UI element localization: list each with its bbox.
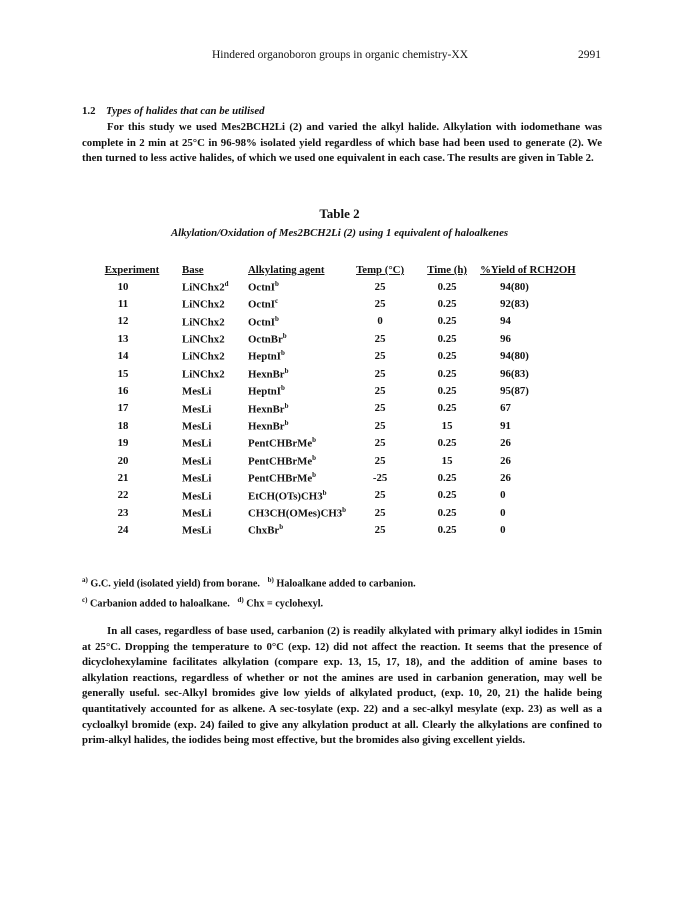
cell-time-text: 0.25 xyxy=(437,315,457,328)
cell-experiment xyxy=(82,487,182,504)
cell-experiment-text: 22 xyxy=(117,489,129,502)
cell-time xyxy=(414,417,480,434)
cell-temp xyxy=(346,487,414,504)
cell-alkylating-agent xyxy=(248,469,346,486)
table-row xyxy=(82,452,610,469)
table-row xyxy=(82,382,610,399)
cell-base-text: MesLi xyxy=(182,403,212,416)
table-row xyxy=(82,330,610,347)
cell-time-text: 0.25 xyxy=(437,489,457,502)
cell-yield xyxy=(480,382,610,399)
cell-alkylating-agent-text: EtCH(OTs)CH3 xyxy=(248,490,323,503)
cell-experiment xyxy=(82,400,182,417)
cell-alkylating-agent-text: PentCHBrMe xyxy=(248,438,313,450)
cell-alkylating-agent-footnote-mark: b xyxy=(281,384,285,393)
cell-base-footnote-mark: d xyxy=(224,279,229,288)
cell-base-text: LiNChx2 xyxy=(182,316,225,329)
table-header-row xyxy=(82,262,610,278)
cell-base-text: MesLi xyxy=(182,524,212,537)
cell-base-text: LiNChx2 xyxy=(182,298,225,311)
cell-alkylating-agent-footnote-mark: b xyxy=(275,279,279,288)
cell-experiment-text: 17 xyxy=(117,402,129,415)
cell-yield-text: 94(80) xyxy=(500,280,529,293)
cell-time xyxy=(414,365,480,382)
cell-time xyxy=(414,382,480,399)
cell-temp-text: 25 xyxy=(374,385,386,398)
cell-base-text: LiNChx2 xyxy=(182,281,225,294)
cell-base xyxy=(182,487,248,504)
intro-paragraph: For this study we used Mes2BCH2Li (2) and varied the alkyl halide. Alkylation with iodomethane was complete in 2 min at 25°C in 96-98% isolated yield regardless of which base had been used to generate (2). We then turned to less active halides, of which we used one equivalent in each case. The results are given in Table 2. xyxy=(82,121,602,165)
cell-time-text: 0.25 xyxy=(437,524,457,537)
cell-yield-text: 26 xyxy=(500,471,511,484)
table-row xyxy=(82,365,610,382)
cell-experiment xyxy=(82,469,182,486)
table-row xyxy=(82,313,610,330)
section-number: 1.2 xyxy=(82,105,96,117)
cell-experiment-text: 21 xyxy=(117,471,129,484)
cell-temp xyxy=(346,504,414,521)
cell-base xyxy=(182,330,248,347)
header-alkylating-agent: Alkylating agent xyxy=(248,264,325,276)
cell-time-text: 15 xyxy=(441,419,453,432)
cell-base xyxy=(182,452,248,469)
cell-temp xyxy=(346,382,414,399)
table-footnotes xyxy=(82,572,602,613)
cell-alkylating-agent-text: OctnI xyxy=(248,316,275,329)
cell-time xyxy=(414,504,480,521)
cell-temp-text: -25 xyxy=(372,471,388,484)
cell-alkylating-agent-footnote-mark: b xyxy=(284,419,289,428)
cell-experiment xyxy=(82,278,182,295)
cell-yield-text: 95(87) xyxy=(500,385,529,398)
cell-base xyxy=(182,365,248,382)
cell-temp xyxy=(346,469,414,486)
cell-time xyxy=(414,313,480,330)
cell-yield xyxy=(480,452,610,469)
footnote-c: Carbanion added to haloalkane. xyxy=(90,598,230,610)
cell-base-text: MesLi xyxy=(182,438,212,450)
cell-experiment xyxy=(82,417,182,434)
cell-base xyxy=(182,469,248,486)
running-title: Hindered organoboron groups in organic chemistry-XX xyxy=(211,49,469,61)
cell-yield xyxy=(480,365,610,382)
cell-time-text: 0.25 xyxy=(437,471,457,484)
cell-experiment-text: 16 xyxy=(117,385,129,398)
cell-alkylating-agent-footnote-mark: b xyxy=(322,488,327,497)
table-row xyxy=(82,348,610,365)
cell-time-text: 15 xyxy=(441,454,453,467)
cell-alkylating-agent-footnote-mark: b xyxy=(275,314,279,323)
cell-base-text: LiNChx2 xyxy=(182,351,225,364)
cell-experiment-text: 15 xyxy=(117,367,129,380)
footnote-d: Chx = cyclohexyl. xyxy=(246,598,324,610)
cell-alkylating-agent xyxy=(248,504,346,521)
cell-temp-text: 25 xyxy=(374,332,386,345)
cell-base xyxy=(182,382,248,399)
cell-alkylating-agent-footnote-mark: b xyxy=(312,471,317,480)
cell-experiment xyxy=(82,435,182,452)
cell-yield-text: 96 xyxy=(500,332,511,345)
cell-experiment-text: 14 xyxy=(117,350,129,363)
cell-experiment xyxy=(82,521,182,538)
section-heading xyxy=(82,104,602,120)
cell-base-text: MesLi xyxy=(182,472,212,485)
cell-temp-text: 25 xyxy=(374,298,386,311)
cell-base-text: MesLi xyxy=(182,490,212,503)
cell-base xyxy=(182,400,248,417)
cell-time xyxy=(414,330,480,347)
cell-time xyxy=(414,521,480,538)
section-title: Types of halides that can be utilised xyxy=(106,105,265,117)
cell-alkylating-agent xyxy=(248,330,346,347)
cell-temp xyxy=(346,452,414,469)
cell-yield-text: 0 xyxy=(500,489,506,502)
cell-temp-text: 25 xyxy=(374,419,386,432)
cell-base-text: LiNChx2 xyxy=(182,333,225,346)
cell-experiment xyxy=(82,452,182,469)
cell-temp-text: 25 xyxy=(374,402,386,415)
cell-temp-text: 25 xyxy=(374,350,386,363)
cell-alkylating-agent-text: HeptnI xyxy=(248,385,281,398)
cell-alkylating-agent-text: OctnI xyxy=(248,298,275,311)
cell-base xyxy=(182,348,248,365)
cell-yield-text: 26 xyxy=(500,454,511,467)
footnote-d-mark: d) xyxy=(237,596,244,605)
cell-alkylating-agent-footnote-mark: b xyxy=(282,332,287,341)
cell-yield xyxy=(480,435,610,452)
cell-experiment xyxy=(82,382,182,399)
cell-yield xyxy=(480,400,610,417)
cell-alkylating-agent xyxy=(248,365,346,382)
table-row xyxy=(82,417,610,434)
cell-alkylating-agent-text: PentCHBrMe xyxy=(248,455,313,468)
cell-alkylating-agent-text: HeptnI xyxy=(248,351,281,364)
cell-temp xyxy=(346,400,414,417)
cell-time xyxy=(414,400,480,417)
table-row xyxy=(82,487,610,504)
cell-temp-text: 25 xyxy=(374,489,386,502)
cell-yield-text: 94(80) xyxy=(500,350,529,363)
cell-alkylating-agent-footnote-mark: b xyxy=(312,436,317,445)
cell-time-text: 0.25 xyxy=(437,506,457,519)
cell-alkylating-agent xyxy=(248,382,346,399)
cell-base-text: LiNChx2 xyxy=(182,368,225,381)
cell-temp-text: 25 xyxy=(374,524,386,537)
header-yield: %Yield of RCH2OH xyxy=(480,264,576,276)
cell-time-text: 0.25 xyxy=(437,298,457,311)
cell-yield xyxy=(480,521,610,538)
table-row xyxy=(82,400,610,417)
cell-alkylating-agent-text: OctnI xyxy=(248,281,275,294)
cell-time xyxy=(414,295,480,312)
cell-experiment-text: 13 xyxy=(117,332,129,345)
header-base: Base xyxy=(182,264,204,276)
cell-temp-text: 25 xyxy=(374,280,386,293)
cell-alkylating-agent-text: HexnBr xyxy=(248,420,285,433)
cell-yield-text: 26 xyxy=(500,437,511,450)
cell-time-text: 0.25 xyxy=(437,350,457,363)
cell-base-text: MesLi xyxy=(182,420,212,433)
cell-alkylating-agent xyxy=(248,521,346,538)
header-experiment: Experiment xyxy=(104,264,160,276)
cell-yield-text: 91 xyxy=(500,419,511,432)
cell-experiment-text: 18 xyxy=(117,419,129,432)
cell-yield-text: 0 xyxy=(500,506,506,519)
cell-alkylating-agent xyxy=(248,452,346,469)
cell-alkylating-agent-footnote-mark: b xyxy=(281,349,285,358)
cell-alkylating-agent-footnote-mark: b xyxy=(312,453,317,462)
cell-temp xyxy=(346,365,414,382)
footnote-c-mark: c) xyxy=(82,596,88,605)
cell-yield-text: 0 xyxy=(500,524,506,537)
cell-alkylating-agent xyxy=(248,400,346,417)
cell-time-text: 0.25 xyxy=(437,332,457,345)
cell-yield-text: 67 xyxy=(500,402,511,415)
cell-base xyxy=(182,278,248,295)
cell-alkylating-agent xyxy=(248,435,346,452)
cell-base xyxy=(182,295,248,312)
cell-base xyxy=(182,521,248,538)
cell-yield xyxy=(480,330,610,347)
cell-time xyxy=(414,435,480,452)
discussion-paragraph: In all cases, regardless of base used, carbanion (2) is readily alkylated with primary alkyl iodides in 15min at 25°C. Dropping the temperature to 0°C (exp. 12) did not affect the reaction. It seems that the presence of dicyclohexylamine facilitates alkylation (compare exp. 13, 15, 17, 18), and the addition of amine bases to alkylation reactions, regardless of whether or not the amines are used in carbanion generation, may well be generally useful. sec-Alkyl bromides give low yields of alkylated product, (exp. 10, 20, 21) the halide being quantitatively accounted for as alkene. A sec-tosylate (exp. 22) and a sec-alkyl mesylate (exp. 23) as well as a cycloalkyl bromide (exp. 24) failed to give any alkylation product at all. Clearly the alkylations are confined to prim-alkyl halides, the iodides being most effective, but the bromides also giving excellent yields. xyxy=(82,625,602,747)
footnote-a-mark: a) xyxy=(82,576,88,584)
cell-yield xyxy=(480,313,610,330)
cell-base xyxy=(182,435,248,452)
footnote-b-mark: b) xyxy=(267,576,274,584)
header-temp: Temp (°C) xyxy=(356,264,405,276)
cell-alkylating-agent-footnote-mark: b xyxy=(284,366,289,375)
cell-temp xyxy=(346,348,414,365)
cell-alkylating-agent-footnote-mark: b xyxy=(342,505,347,514)
table-row xyxy=(82,521,610,538)
table-row xyxy=(82,278,610,295)
cell-time-text: 0.25 xyxy=(437,280,457,293)
cell-time xyxy=(414,278,480,295)
cell-alkylating-agent-text: CH3CH(OMes)CH3 xyxy=(248,507,343,520)
cell-alkylating-agent-text: HexnBr xyxy=(248,403,285,416)
table-row xyxy=(82,469,610,486)
cell-yield xyxy=(480,487,610,504)
cell-experiment xyxy=(82,348,182,365)
cell-temp xyxy=(346,417,414,434)
cell-alkylating-agent-footnote-mark: c xyxy=(275,297,279,306)
cell-yield xyxy=(480,278,610,295)
cell-time-text: 0.25 xyxy=(437,367,457,380)
table-body xyxy=(82,278,610,539)
cell-temp-text: 25 xyxy=(374,437,386,450)
cell-experiment-text: 20 xyxy=(117,454,129,467)
cell-yield-text: 94 xyxy=(500,315,511,328)
cell-experiment xyxy=(82,504,182,521)
cell-temp-text: 25 xyxy=(374,454,386,467)
results-table xyxy=(82,262,610,539)
cell-base-text: MesLi xyxy=(182,507,212,520)
cell-experiment xyxy=(82,295,182,312)
cell-alkylating-agent-text: HexnBr xyxy=(248,368,285,381)
cell-alkylating-agent xyxy=(248,487,346,504)
cell-experiment xyxy=(82,365,182,382)
table-caption: Alkylation/Oxidation of Mes2BCH2Li (2) using 1 equivalent of haloalkenes xyxy=(170,227,509,239)
cell-temp xyxy=(346,278,414,295)
cell-temp xyxy=(346,435,414,452)
cell-alkylating-agent-footnote-mark: b xyxy=(279,523,284,532)
cell-base-text: MesLi xyxy=(182,385,212,398)
cell-alkylating-agent-footnote-mark: b xyxy=(284,401,289,410)
footnote-line-2 xyxy=(82,592,602,612)
cell-yield-text: 96(83) xyxy=(500,367,529,380)
cell-temp xyxy=(346,313,414,330)
cell-alkylating-agent xyxy=(248,348,346,365)
cell-yield xyxy=(480,295,610,312)
cell-temp-text: 25 xyxy=(374,367,386,380)
footnote-a: G.C. yield (isolated yield) from borane. xyxy=(90,578,260,590)
cell-time xyxy=(414,348,480,365)
table-title: Table 2 xyxy=(319,206,360,221)
cell-time-text: 0.25 xyxy=(437,385,457,398)
cell-experiment xyxy=(82,313,182,330)
cell-time xyxy=(414,452,480,469)
cell-experiment-text: 11 xyxy=(117,298,129,311)
cell-alkylating-agent xyxy=(248,313,346,330)
cell-temp xyxy=(346,330,414,347)
cell-temp-text: 25 xyxy=(374,506,386,519)
cell-base xyxy=(182,417,248,434)
page-number: 2991 xyxy=(578,49,601,61)
cell-alkylating-agent-text: ChxBr xyxy=(248,524,280,537)
cell-alkylating-agent-text: PentCHBrMe xyxy=(248,472,313,485)
cell-alkylating-agent-text: OctnBr xyxy=(248,333,283,346)
cell-time-text: 0.25 xyxy=(437,437,457,450)
cell-experiment-text: 10 xyxy=(117,280,129,293)
footnote-line-1 xyxy=(82,572,602,592)
cell-time xyxy=(414,487,480,504)
table-row xyxy=(82,504,610,521)
cell-temp xyxy=(346,295,414,312)
cell-base xyxy=(182,313,248,330)
cell-time xyxy=(414,469,480,486)
cell-yield xyxy=(480,469,610,486)
cell-yield xyxy=(480,504,610,521)
cell-alkylating-agent xyxy=(248,295,346,312)
cell-experiment-text: 19 xyxy=(117,437,129,450)
cell-base xyxy=(182,504,248,521)
cell-yield xyxy=(480,417,610,434)
cell-experiment xyxy=(82,330,182,347)
header-time: Time (h) xyxy=(427,264,467,276)
cell-temp-text: 0 xyxy=(377,315,383,328)
cell-yield-text: 92(83) xyxy=(500,298,529,311)
table-row xyxy=(82,295,610,312)
cell-alkylating-agent xyxy=(248,417,346,434)
footnote-b: Haloalkane added to carbanion. xyxy=(276,578,416,590)
cell-experiment-text: 24 xyxy=(117,524,129,537)
cell-experiment-text: 12 xyxy=(117,315,129,328)
cell-experiment-text: 23 xyxy=(117,506,129,519)
cell-time-text: 0.25 xyxy=(437,402,457,415)
cell-yield xyxy=(480,348,610,365)
cell-alkylating-agent xyxy=(248,278,346,295)
cell-base-text: MesLi xyxy=(182,455,212,468)
table-row xyxy=(82,435,610,452)
cell-temp xyxy=(346,521,414,538)
